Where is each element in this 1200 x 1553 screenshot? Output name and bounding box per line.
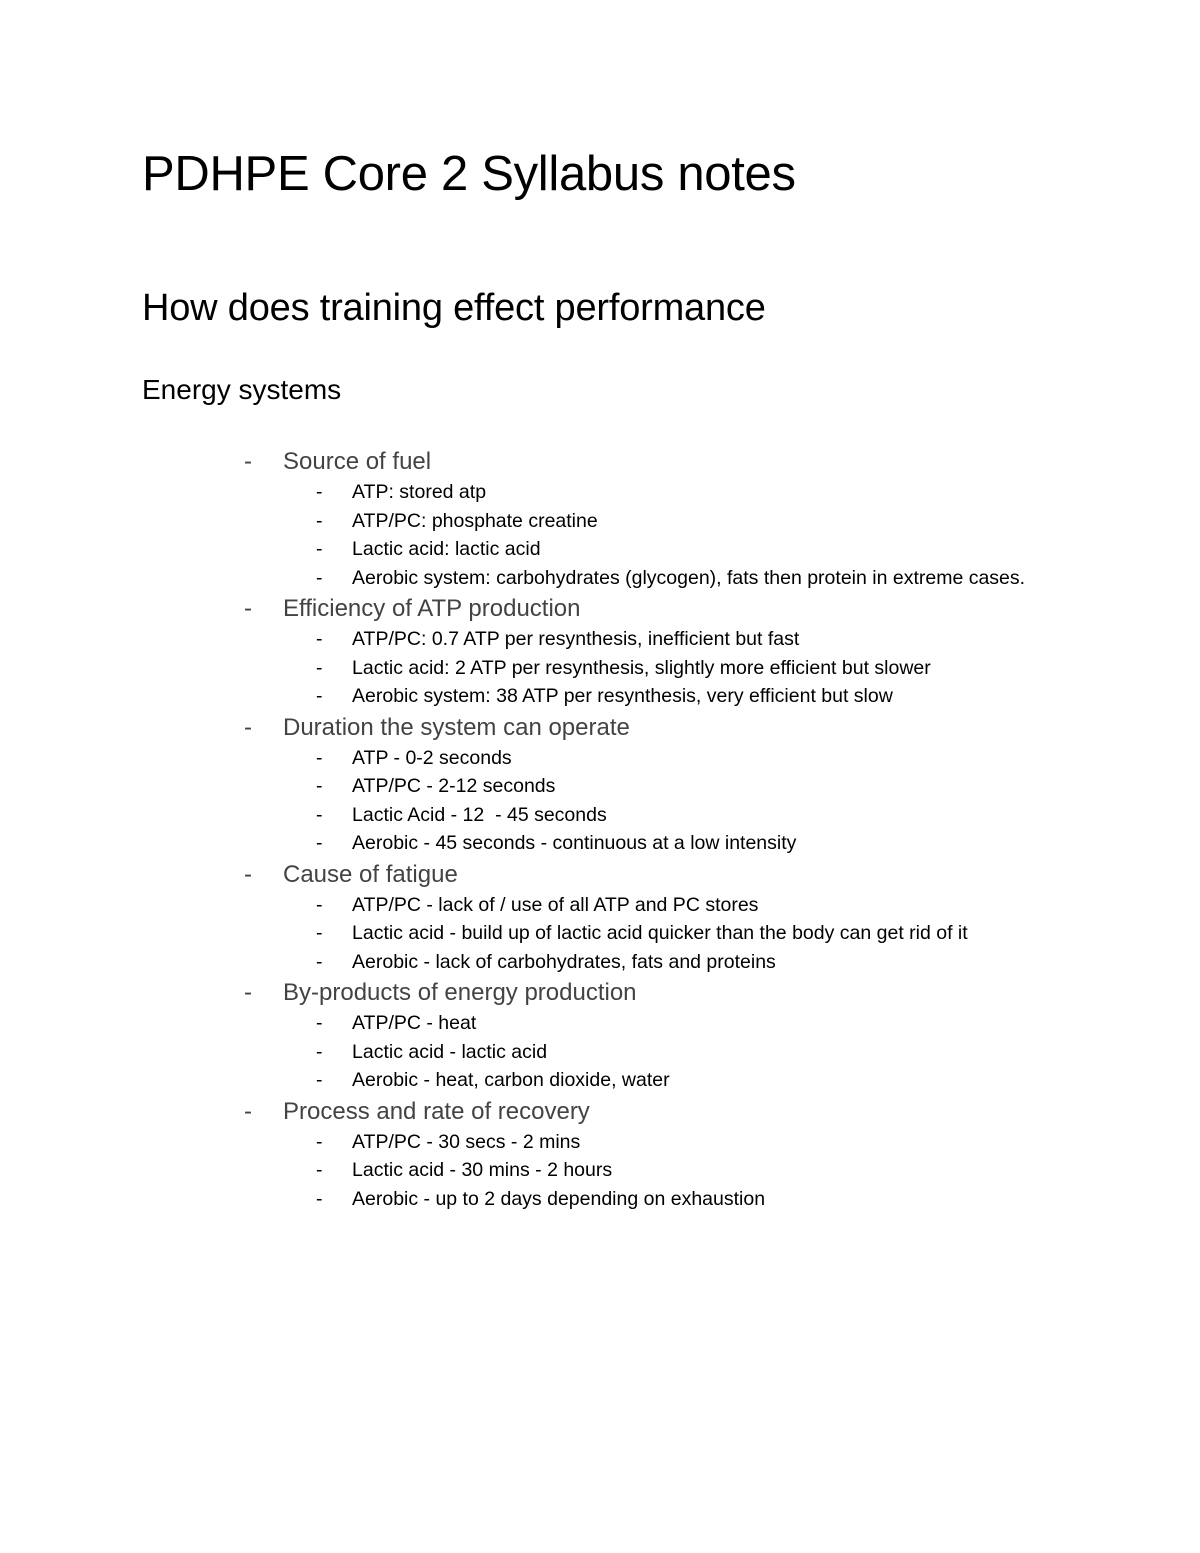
topic-bullet: - — [244, 979, 252, 1006]
subitem-bullet: - — [316, 803, 323, 826]
subitem-bullet: - — [316, 950, 323, 973]
subitem-bullet: - — [316, 922, 323, 944]
subitem-text: ATP/PC - 30 secs - 2 mins — [352, 1130, 581, 1153]
topic-bullet: - — [244, 713, 252, 741]
list-item — [244, 829, 1064, 858]
subitem-text: ATP: stored atp — [352, 481, 487, 503]
topic-bullet: - — [244, 595, 252, 622]
subitem-text: ATP - 0-2 seconds — [352, 746, 512, 769]
subitem-text: Lactic acid: lactic acid — [352, 538, 541, 560]
subitem-bullet: - — [316, 1159, 323, 1181]
topic-label: Cause of fatigue — [283, 860, 458, 888]
subitem-text: ATP/PC - heat — [352, 1012, 477, 1034]
topic-label: Source of fuel — [283, 448, 432, 475]
subitem-bullet: - — [316, 775, 323, 797]
topic-duration — [244, 711, 1064, 858]
subitem-bullet: - — [316, 832, 323, 854]
subitem-bullet: - — [316, 1069, 323, 1091]
topic-recovery — [244, 1095, 1064, 1214]
subitem-text: ATP/PC - 2-12 seconds — [352, 775, 556, 797]
topic-efficiency-of-atp-production — [244, 592, 1064, 711]
list-item — [244, 744, 1064, 773]
list-item — [244, 625, 1064, 654]
list-item — [244, 1009, 1064, 1038]
subitem-text: Aerobic system: 38 ATP per resynthesis, very efficient but slow — [352, 685, 893, 707]
subitem-text: Lactic acid - build up of lactic acid quicker than the body can get rid of it — [352, 922, 968, 944]
subitem-list — [244, 1128, 1064, 1214]
subitem-text: Lactic acid - 30 mins - 2 hours — [352, 1159, 613, 1181]
topic-label: Process and rate of recovery — [283, 1097, 590, 1125]
list-item — [244, 801, 1064, 830]
subitem-bullet: - — [316, 1012, 323, 1034]
list-item — [244, 682, 1064, 711]
subitem-list — [244, 625, 1064, 711]
document-title: PDHPE Core 2 Syllabus notes — [142, 147, 796, 201]
subitem-bullet: - — [316, 893, 323, 916]
subitem-bullet: - — [316, 1040, 323, 1063]
subitem-text: Aerobic system: carbohydrates (glycogen), fats then protein in extreme cases. — [352, 566, 1026, 589]
list-item — [244, 1156, 1064, 1185]
subitem-text: Lactic acid: 2 ATP per resynthesis, slightly more efficient but slower — [352, 656, 931, 679]
subitem-bullet: - — [316, 481, 323, 503]
topic-label: By-products of energy production — [283, 979, 637, 1006]
subitem-text: Lactic acid - lactic acid — [352, 1040, 548, 1063]
subitem-list — [244, 1009, 1064, 1095]
subitem-text: Aerobic - heat, carbon dioxide, water — [352, 1069, 670, 1091]
subitem-list — [244, 891, 1064, 977]
subitem-text: Aerobic - 45 seconds - continuous at a low intensity — [352, 832, 797, 854]
subitem-list — [244, 478, 1064, 592]
topic-bullet: - — [244, 448, 252, 475]
subitem-list — [244, 744, 1064, 858]
list-item — [244, 564, 1064, 593]
list-item — [244, 654, 1064, 683]
subitem-bullet: - — [316, 1187, 323, 1210]
subitem-bullet: - — [316, 628, 323, 650]
section-heading: Energy systems — [142, 374, 342, 405]
topic-label: Duration the system can operate — [283, 713, 630, 741]
subitem-bullet: - — [316, 656, 323, 679]
topic-bullet: - — [244, 1097, 252, 1125]
list-item — [244, 919, 1064, 948]
list-item — [244, 1128, 1064, 1157]
topic-source-of-fuel — [244, 445, 1064, 592]
subitem-bullet: - — [316, 685, 323, 707]
subitem-text: Lactic Acid - 12 - 45 seconds — [352, 803, 607, 826]
topic-bullet: - — [244, 860, 252, 888]
subitem-bullet: - — [316, 746, 323, 769]
topic-outline — [244, 445, 1064, 1213]
subitem-bullet: - — [316, 1130, 323, 1153]
list-item — [244, 478, 1064, 507]
subitem-text: ATP/PC: 0.7 ATP per resynthesis, inefficient but fast — [352, 628, 800, 650]
subitem-bullet: - — [316, 538, 323, 560]
list-item — [244, 772, 1064, 801]
topic-by-products — [244, 976, 1064, 1095]
list-item — [244, 507, 1064, 536]
subitem-text: ATP/PC: phosphate creatine — [352, 509, 598, 532]
list-item — [244, 891, 1064, 920]
list-item — [244, 948, 1064, 977]
subitem-bullet: - — [316, 566, 323, 589]
list-item — [244, 1066, 1064, 1095]
subitem-text: ATP/PC - lack of / use of all ATP and PC stores — [352, 893, 759, 916]
subitem-text: Aerobic - lack of carbohydrates, fats and proteins — [352, 950, 776, 973]
list-item — [244, 535, 1064, 564]
document-subtitle: How does training effect performance — [142, 287, 766, 329]
subitem-text: Aerobic - up to 2 days depending on exhaustion — [352, 1187, 766, 1210]
list-item — [244, 1185, 1064, 1214]
subitem-bullet: - — [316, 509, 323, 532]
list-item — [244, 1038, 1064, 1067]
topic-label: Efficiency of ATP production — [283, 595, 581, 622]
topic-cause-of-fatigue — [244, 858, 1064, 977]
